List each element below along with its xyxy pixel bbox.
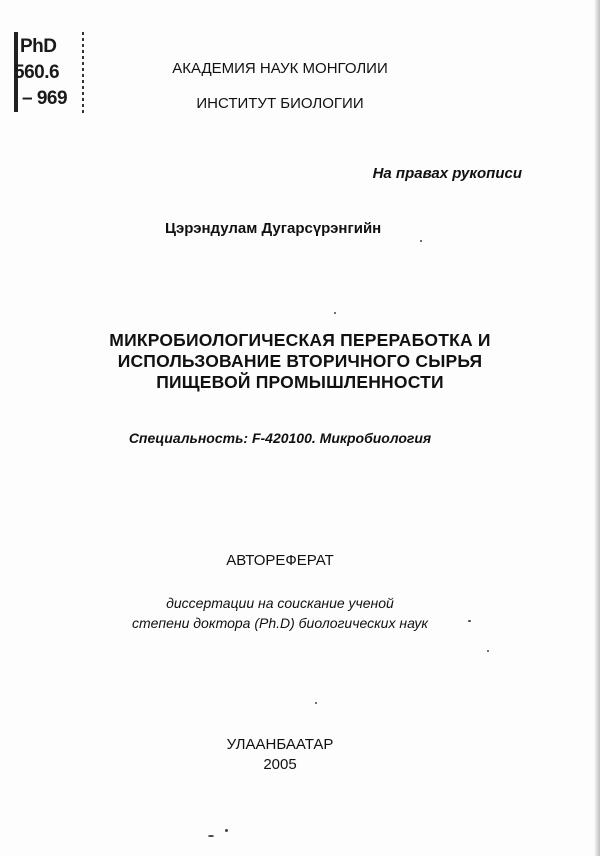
scan-speck [487, 650, 489, 652]
place-and-year [0, 735, 560, 775]
title-line-2: ИСПОЛЬЗОВАНИЕ ВТОРИЧНОГО СЫРЬЯ [117, 351, 483, 371]
degree-line-1: диссертации на соискание ученой [166, 595, 394, 611]
degree-line-2: степени доктора (Ph.D) биологических наук [131, 615, 428, 631]
scan-speck [468, 620, 471, 622]
stamp-line-3: – 969 [22, 88, 68, 109]
dissertation-title [0, 330, 600, 393]
scan-speck [225, 829, 228, 832]
publication-year: 2005 [263, 756, 297, 773]
author-name: Цэрэндулам Дугарсүрэнгийн [165, 220, 382, 237]
title-line-1: МИКРОБИОЛОГИЧЕСКАЯ ПЕРЕРАБОТКА И [109, 330, 491, 350]
specialty-line: Специальность: F-420100. Микробиология [128, 430, 432, 446]
document-type: АВТОРЕФЕРАТ [226, 552, 334, 569]
title-line-3: ПИЩЕВОЙ ПРОМЫШЛЕННОСТИ [156, 372, 444, 392]
rights-note: На правах рукописи [372, 165, 522, 182]
degree-description [0, 593, 560, 633]
place-name: УЛААНБААТАР [226, 736, 334, 753]
scan-speck [420, 240, 422, 242]
scan-speck [208, 835, 214, 837]
scan-speck [315, 702, 317, 704]
organization-name: АКАДЕМИЯ НАУК МОНГОЛИИ [172, 60, 388, 77]
stamp-line-1: PhD [20, 36, 57, 57]
institute-name: ИНСТИТУТ БИОЛОГИИ [196, 95, 364, 112]
stamp-line-2: 560.6 [14, 62, 60, 83]
scan-speck [334, 312, 336, 314]
